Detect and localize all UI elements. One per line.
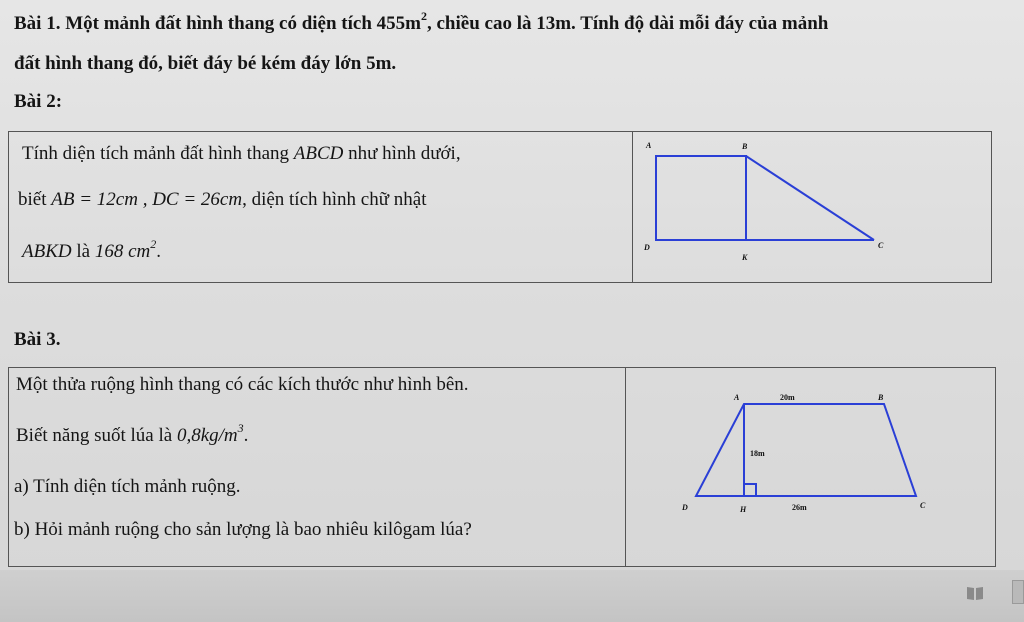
bai1-text-a: Một mảnh đất hình thang có diện tích [60,13,377,34]
bai3-label-c: C [920,501,926,510]
bai2-figure [636,136,896,266]
bottom-strip [0,570,1024,622]
bai3-figure [676,388,946,518]
bai3-right-angle [744,484,756,496]
bai3-table-divider [625,367,626,567]
bai2-line2 [18,188,427,212]
bai1-text-b: , chiều cao là 13m. Tính độ dài mỗi đáy của mảnh [426,13,829,34]
bai3-label-b: B [878,393,884,402]
bai3-line2-text: Biết năng suốt lúa là [16,425,177,446]
bai2-table-divider [632,131,633,283]
bai2-line3 [22,237,161,264]
bai2-rect-abkd [656,156,746,240]
bai2-label-a: A [646,141,652,150]
bai3-line4: b) Hỏi mảnh ruộng cho sản lượng là bao nhiêu kilôgam lúa? [14,519,472,540]
bai3-line1: Một thửa ruộng hình thang có các kích thước như hình bên. [16,374,469,395]
bai2-line3-name: ABKD [22,241,72,262]
bai3-label-bottom: 26m [792,503,807,512]
bai3-label-d: D [682,503,688,512]
bai3-label-height: 18m [750,449,765,458]
bai2-line1-text: Tính diện tích mảnh đất hình thang [22,143,294,164]
bai2-line3-exp: 2 [150,237,157,251]
bai3-label-h: H [740,505,747,514]
bai1-line1 [14,9,829,36]
bai3-label: Bài 3. [14,329,61,350]
bai2-line1 [22,142,461,166]
bai2-line2-math: AB = 12cm , DC = 26cm [51,189,243,210]
bai2-label-b: B [742,142,748,151]
bai3-line2-value: 0,8kg/m [176,425,238,446]
bai2-label-d: D [644,243,650,252]
bai2-line2-rest: , diện tích hình chữ nhật [242,189,427,210]
bai1-line2: đất hình thang đó, biết đáy bé kém đáy lớn 5m. [14,53,397,74]
bai3-line2-exp: 3 [237,421,244,435]
book-icon[interactable] [966,585,984,601]
bai1-label: Bài 1. [14,13,61,34]
bai1-area-exp: 2 [420,9,427,23]
bai2-line1-name: ABCD [293,143,344,164]
bai2-line3-mid: là [71,241,95,262]
bai2-line3-value: 168 cm [94,241,151,262]
bai3-label-top: 20m [780,393,795,402]
bai3-line2 [16,421,249,448]
bai2-line1-rest: như hình dưới, [343,143,461,164]
bai2-label: Bài 2: [14,91,63,112]
bai2-side-bc [746,156,874,240]
bai2-line3-end: . [156,241,161,262]
bai2-label-k: K [742,253,748,262]
bai3-line2-end: . [243,425,249,446]
bai3-line3: a) Tính diện tích mảnh ruộng. [14,476,241,497]
bai3-trapezoid [696,404,916,496]
bai1-area-value: 455m [376,13,421,34]
bai2-line2-pre: biết [18,189,52,210]
scrollbar-handle[interactable] [1012,580,1024,604]
bai2-label-c: C [878,241,884,250]
bai3-label-a: A [734,393,740,402]
